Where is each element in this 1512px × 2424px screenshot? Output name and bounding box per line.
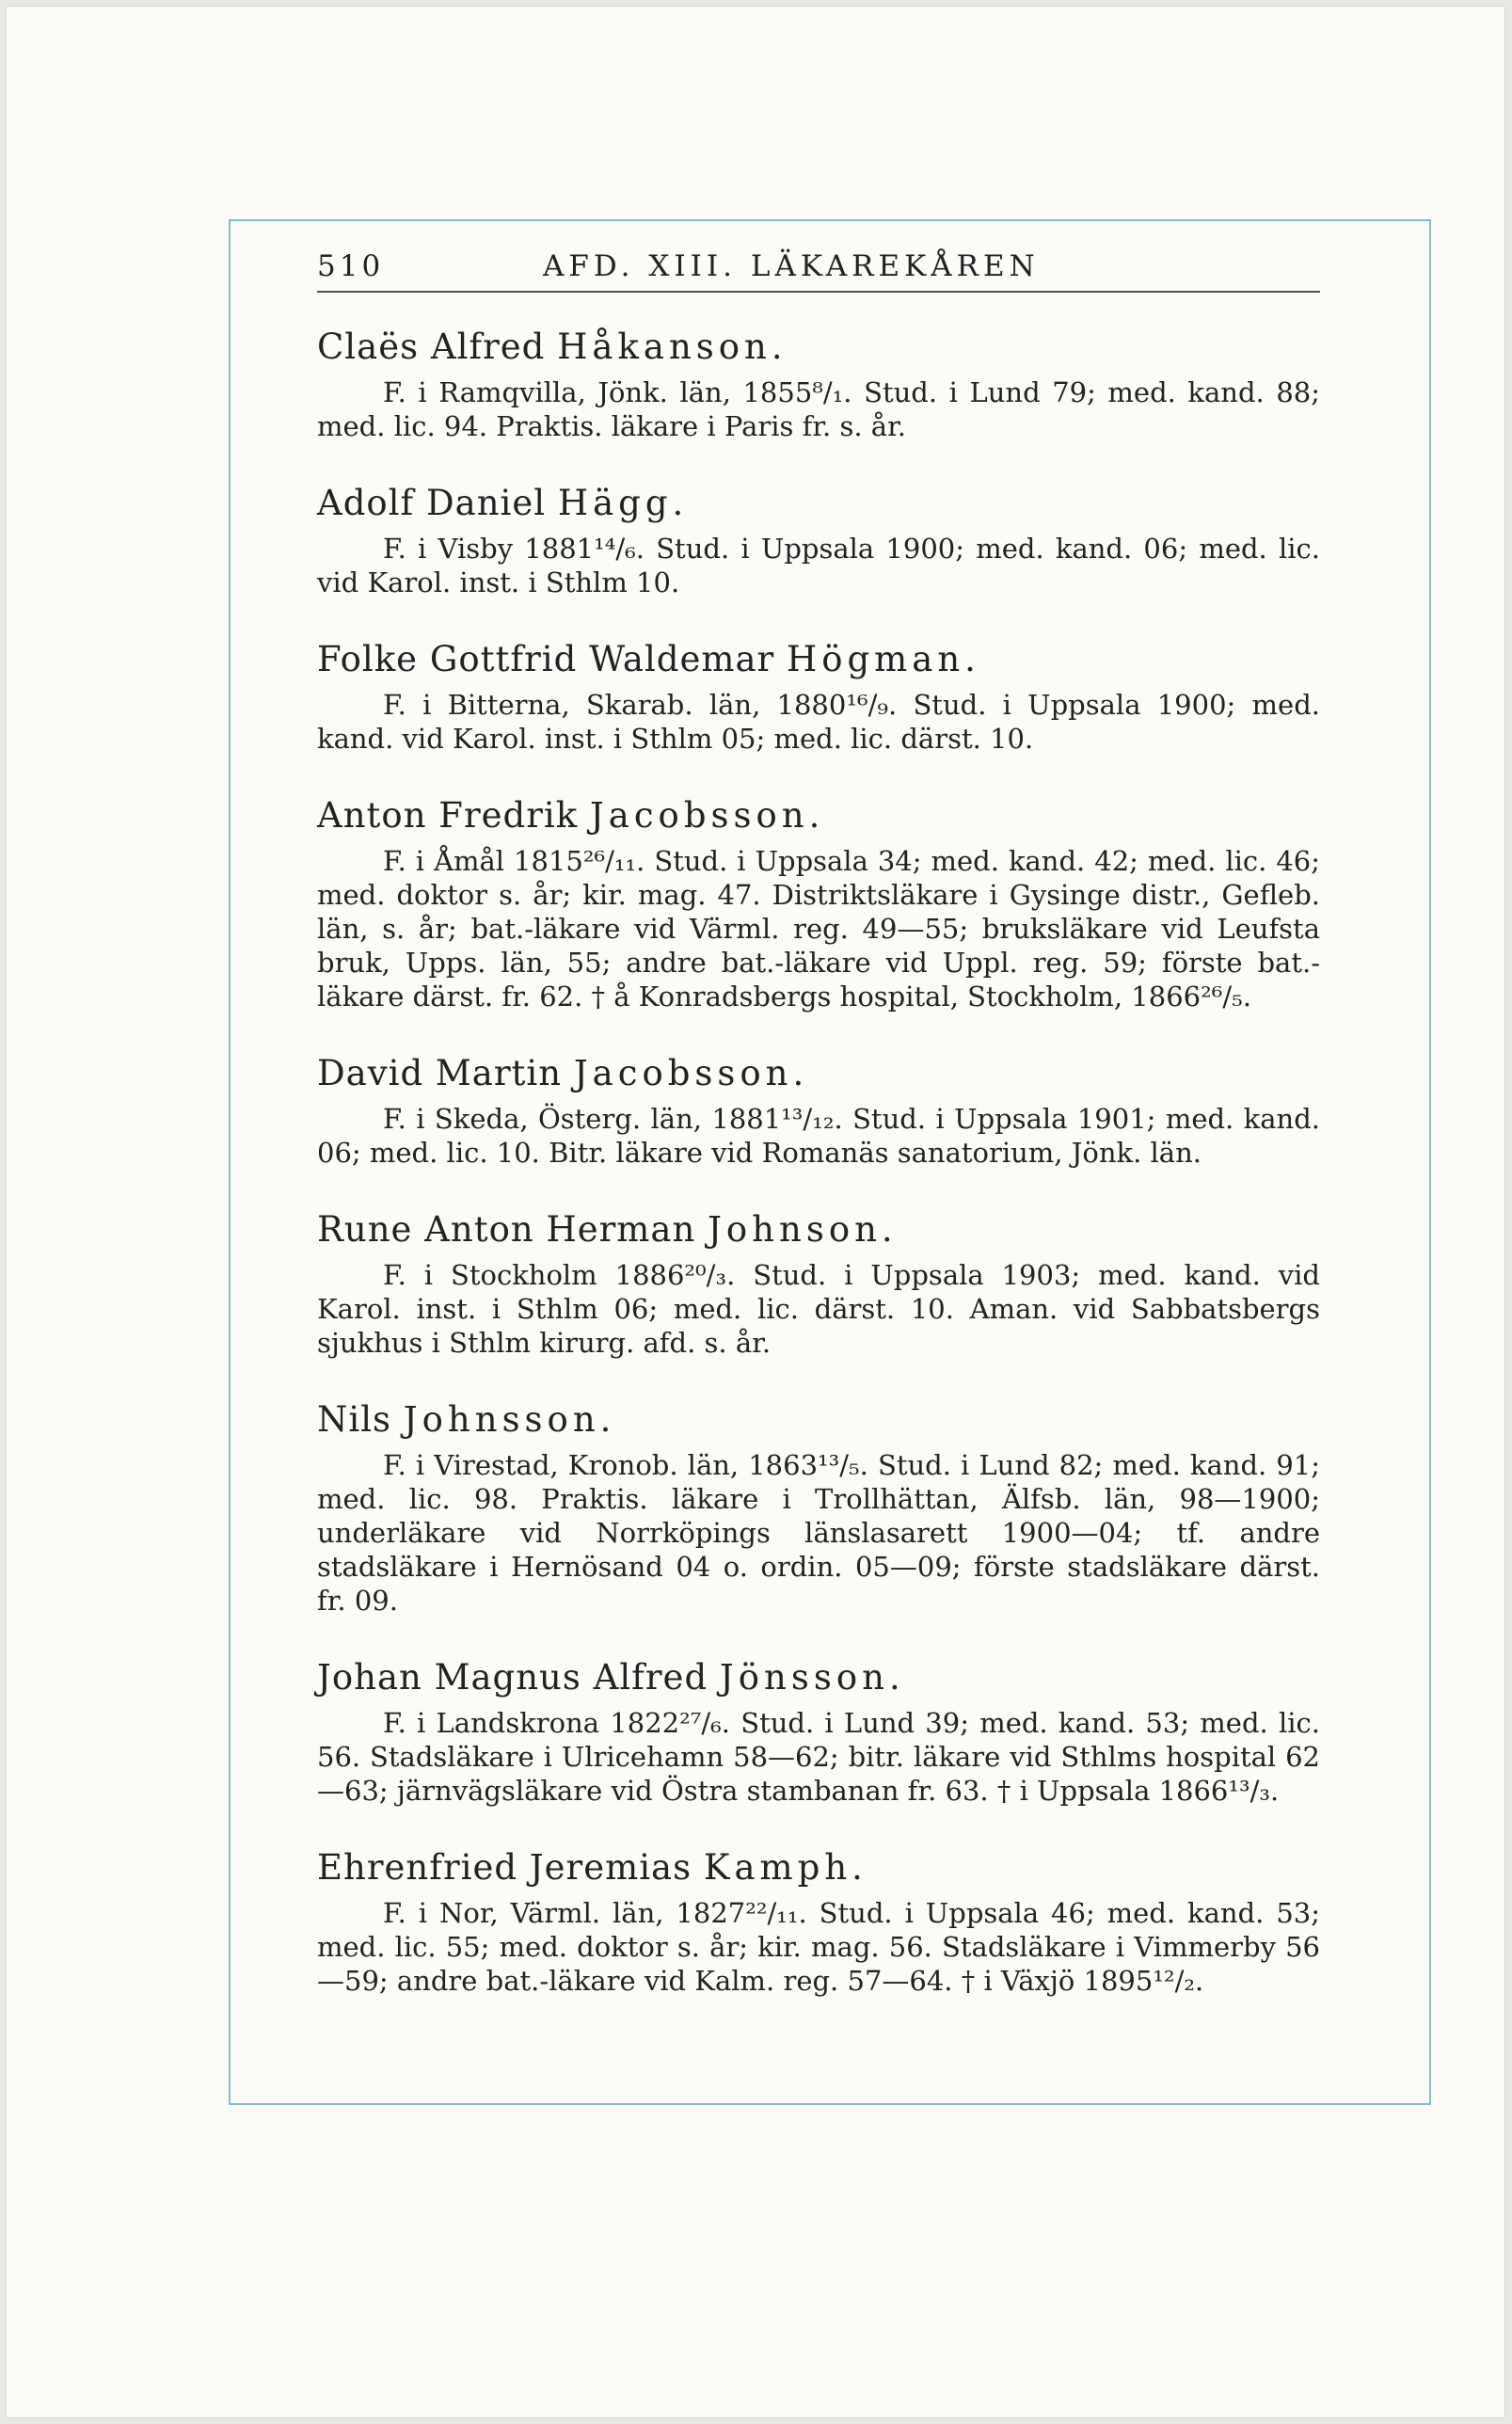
given-names: Ehrenfried Jeremias bbox=[317, 1847, 692, 1888]
entry-name bbox=[317, 325, 1320, 370]
biography-entry bbox=[317, 1207, 1320, 1360]
entry-text: F. i Ramqvilla, Jönk. län, 1855⁸/₁. Stud. i Lund 79; med. kand. 88; med. lic. 94. Praktis. läkare i Paris fr. s. år. bbox=[317, 376, 1320, 442]
entry-name bbox=[317, 1207, 1320, 1252]
entry-text: F. i Åmål 1815²⁶/₁₁. Stud. i Uppsala 34; med. kand. 42; med. lic. 46; med. doktor s. år; kir. mag. 47. Distriktsläkare i Gysinge distr., Gefleb. län, s. år; bat.-läkare vid Värml. reg. 49—55; bruksläkare vid Leufsta bruk, Upps. län, 55; andre bat.-läkare vid Uppl. reg. 59; förste bat.-läkare därst. fr. 62. † å Konradsbergs hospital, Stockholm, 1866²⁶/₅. bbox=[317, 845, 1320, 1013]
given-names: Anton Fredrik bbox=[317, 795, 579, 836]
given-names: Adolf Daniel bbox=[317, 483, 547, 523]
entry-text: F. i Nor, Värml. län, 1827²²/₁₁. Stud. i Uppsala 46; med. kand. 53; med. lic. 55; med. doktor s. år; kir. mag. 56. Stadsläkare i Vimmerby 56—59; andre bat.-läkare vid Kalm. reg. 57—64. † i Växjö 1895¹²/₂. bbox=[317, 1897, 1320, 1997]
given-names: Johan Magnus Alfred bbox=[317, 1657, 708, 1698]
entry-text: F. i Visby 1881¹⁴/₆. Stud. i Uppsala 1900; med. kand. 06; med. lic. vid Karol. inst. i Sthlm 10. bbox=[317, 533, 1320, 598]
given-names: Folke Gottfrid Waldemar bbox=[317, 639, 775, 679]
given-names: Nils bbox=[317, 1399, 392, 1440]
entry-name bbox=[317, 1845, 1320, 1890]
surname: Jönsson. bbox=[719, 1657, 905, 1698]
given-names: David Martin bbox=[317, 1053, 563, 1093]
given-names: Rune Anton Herman bbox=[317, 1209, 696, 1250]
entry-text: F. i Stockholm 1886²⁰/₃. Stud. i Uppsala 1903; med. kand. vid Karol. inst. i Sthlm 06; med. lic. därst. 10. Aman. vid Sabbatsbergs sjukhus i Sthlm kirurg. afd. s. år. bbox=[317, 1259, 1320, 1359]
surname: Håkanson. bbox=[557, 327, 788, 367]
surname: Jacobsson. bbox=[589, 795, 825, 836]
biography-entry bbox=[317, 481, 1320, 599]
biography-entry bbox=[317, 1397, 1320, 1618]
entry-name bbox=[317, 637, 1320, 682]
surname: Johnsson. bbox=[403, 1399, 616, 1440]
entry-name bbox=[317, 1655, 1320, 1700]
entry-name bbox=[317, 793, 1320, 838]
entry-list bbox=[317, 325, 1320, 1998]
biography-entry bbox=[317, 1051, 1320, 1170]
entry-name bbox=[317, 481, 1320, 526]
biography-entry bbox=[317, 1845, 1320, 1998]
section-header: AFD. XIII. LÄKAREKÅREN bbox=[543, 249, 1040, 283]
surname: Högman. bbox=[786, 639, 980, 679]
entry-text: F. i Bitterna, Skarab. län, 1880¹⁶/₉. Stud. i Uppsala 1900; med. kand. vid Karol. inst. i Sthlm 05; med. lic. därst. 10. bbox=[317, 689, 1320, 755]
given-names: Claës Alfred bbox=[317, 327, 546, 367]
surname: Jacobsson. bbox=[573, 1053, 809, 1093]
text-block bbox=[317, 249, 1320, 2035]
entry-name bbox=[317, 1397, 1320, 1443]
page-sheet bbox=[6, 6, 1505, 2418]
page-number: 510 bbox=[317, 249, 385, 283]
running-head bbox=[317, 249, 1320, 293]
surname: Johnson. bbox=[708, 1209, 898, 1250]
entry-text: F. i Virestad, Kronob. län, 1863¹³/₅. Stud. i Lund 82; med. kand. 91; med. lic. 98. Praktis. läkare i Trollhättan, Älfsb. län, 98—1900; underläkare vid Norrköpings länslasarett 1900—04; tf. andre stadsläkare i Hernösand 04 o. ordin. 05—09; förste stadsläkare därst. fr. 09. bbox=[317, 1449, 1320, 1617]
surname: Hägg. bbox=[557, 483, 689, 523]
biography-entry bbox=[317, 793, 1320, 1013]
biography-entry bbox=[317, 325, 1320, 443]
entry-text: F. i Landskrona 1822²⁷/₆. Stud. i Lund 39; med. kand. 53; med. lic. 56. Stadsläkare i Ulricehamn 58—62; bitr. läkare vid Sthlms hospital 62—63; järnvägsläkare vid Östra stambanan fr. 63. † i Uppsala 1866¹³/₃. bbox=[317, 1707, 1320, 1807]
surname: Kamph. bbox=[703, 1847, 867, 1888]
entry-text: F. i Skeda, Österg. län, 1881¹³/₁₂. Stud. i Uppsala 1901; med. kand. 06; med. lic. 10. Bitr. läkare vid Romanäs sanatorium, Jönk. län. bbox=[317, 1103, 1320, 1169]
biography-entry bbox=[317, 1655, 1320, 1808]
biography-entry bbox=[317, 637, 1320, 756]
entry-name bbox=[317, 1051, 1320, 1096]
